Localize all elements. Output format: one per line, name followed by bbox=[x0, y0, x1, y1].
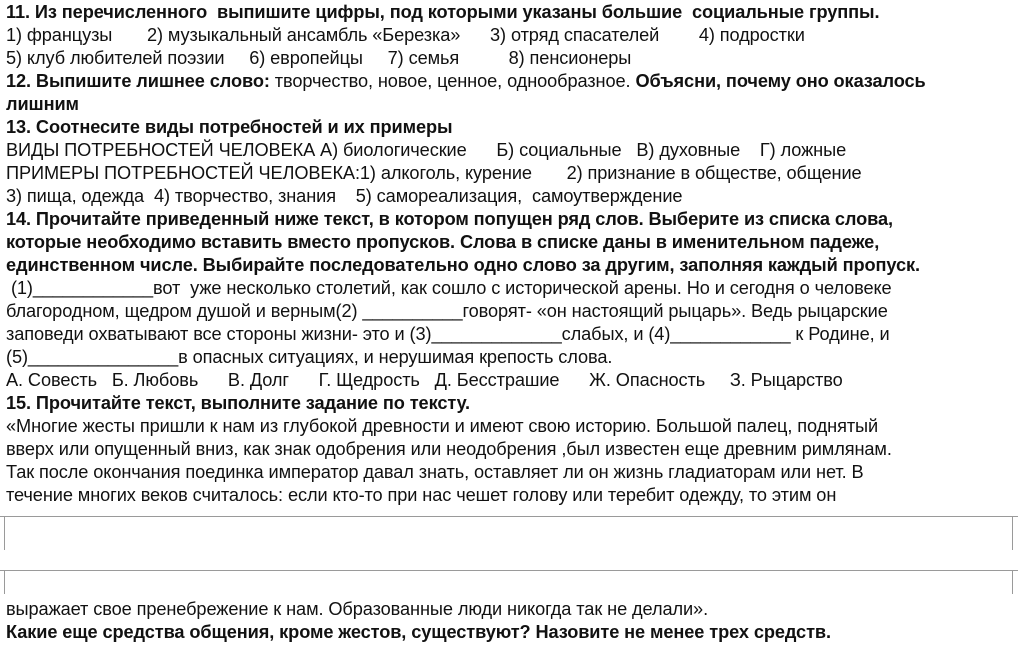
q14-word-options: А. Совесть Б. Любовь В. Долг Г. Щедрость Д. Бесстрашие Ж. Опасность З. Рыцарство bbox=[6, 370, 843, 390]
q13-examples-row2: 3) пища, одежда 4) творчество, знания 5) самореализация, самоутверждение bbox=[6, 186, 683, 206]
page-break-top-rule bbox=[0, 516, 1018, 517]
page-break-bottom-rule bbox=[0, 570, 1018, 571]
page-break-right-tick-bottom bbox=[1012, 570, 1013, 594]
q14-text-line1: (1)____________вот уже несколько столетий, как сошло с исторической арены. Но и сегодня о человеке bbox=[6, 278, 892, 298]
page-break-left-tick-bottom bbox=[4, 570, 5, 594]
page-break-right-tick-top bbox=[1012, 516, 1013, 550]
q15-text-line1: «Многие жесты пришли к нам из глубокой древности и имеют свою историю. Большой палец, поднятый bbox=[6, 416, 879, 436]
q15-text-line4: течение многих веков считалось: если кто-то при нас чешет голову или теребит одежду, то этим он bbox=[6, 485, 837, 505]
q13-types: ВИДЫ ПОТРЕБНОСТЕЙ ЧЕЛОВЕКА А) биологические Б) социальные В) духовные Г) ложные bbox=[6, 140, 847, 160]
q12-instruction: Объясни, почему оно оказалось bbox=[635, 71, 926, 91]
q14-title-line1: 14. Прочитайте приведенный ниже текст, в котором попущен ряд слов. Выберите из списка слова, bbox=[6, 209, 893, 229]
q15-question: Какие еще средства общения, кроме жестов, существуют? Назовите не менее трех средств. bbox=[6, 622, 831, 642]
q15-text-line2: вверх или опущенный вниз, как знак одобрения или неодобрения ,был известен еще древним римлянам. bbox=[6, 439, 892, 459]
q12-title: 12. Выпишите лишнее слово: bbox=[6, 71, 270, 91]
page-break-left-tick-top bbox=[4, 516, 5, 550]
page-break-gap bbox=[0, 512, 1018, 594]
q12-instruction-cont: лишним bbox=[6, 94, 79, 114]
q11-options-row2: 5) клуб любителей поэзии 6) европейцы 7) семья 8) пенсионеры bbox=[6, 48, 632, 68]
q14-text-line3: заповеди охватывают все стороны жизни- это и (3)_____________слабых, и (4)____________ к Родине, и bbox=[6, 324, 890, 344]
q13-title: 13. Соотнесите виды потребностей и их примеры bbox=[6, 117, 453, 137]
q11-title: 11. Из перечисленного выпишите цифры, под которыми указаны большие социальные группы. bbox=[6, 2, 880, 22]
q14-text-line4: (5)_______________в опасных ситуациях, и нерушимая крепость слова. bbox=[6, 347, 613, 367]
q15-title: 15. Прочитайте текст, выполните задание по тексту. bbox=[6, 393, 470, 413]
q12-line bbox=[6, 70, 926, 93]
q14-text-line2: благородном, щедром душой и верным(2) __________говорят- «он настоящий рыцарь». Ведь рыцарские bbox=[6, 301, 888, 321]
q14-title-line2: которые необходимо вставить вместо пропусков. Слова в списке даны в именительном падеже, bbox=[6, 232, 880, 252]
q15-text-line5: выражает свое пренебрежение к нам. Образованные люди никогда так не делали». bbox=[6, 599, 709, 619]
q11-options-row1: 1) французы 2) музыкальный ансамбль «Березка» 3) отряд спасателей 4) подростки bbox=[6, 25, 805, 45]
q15-text-line3: Так после окончания поединка император давал знать, оставляет ли он жизнь гладиаторам или нет. В bbox=[6, 462, 864, 482]
q13-examples-row1: ПРИМЕРЫ ПОТРЕБНОСТЕЙ ЧЕЛОВЕКА:1) алкоголь, курение 2) признание в обществе, общение bbox=[6, 163, 862, 183]
q12-words: творчество, новое, ценное, однообразное. bbox=[269, 71, 636, 91]
q14-title-line3: единственном числе. Выбирайте последовательно одно слово за другим, заполняя каждый пропуск. bbox=[6, 255, 920, 275]
